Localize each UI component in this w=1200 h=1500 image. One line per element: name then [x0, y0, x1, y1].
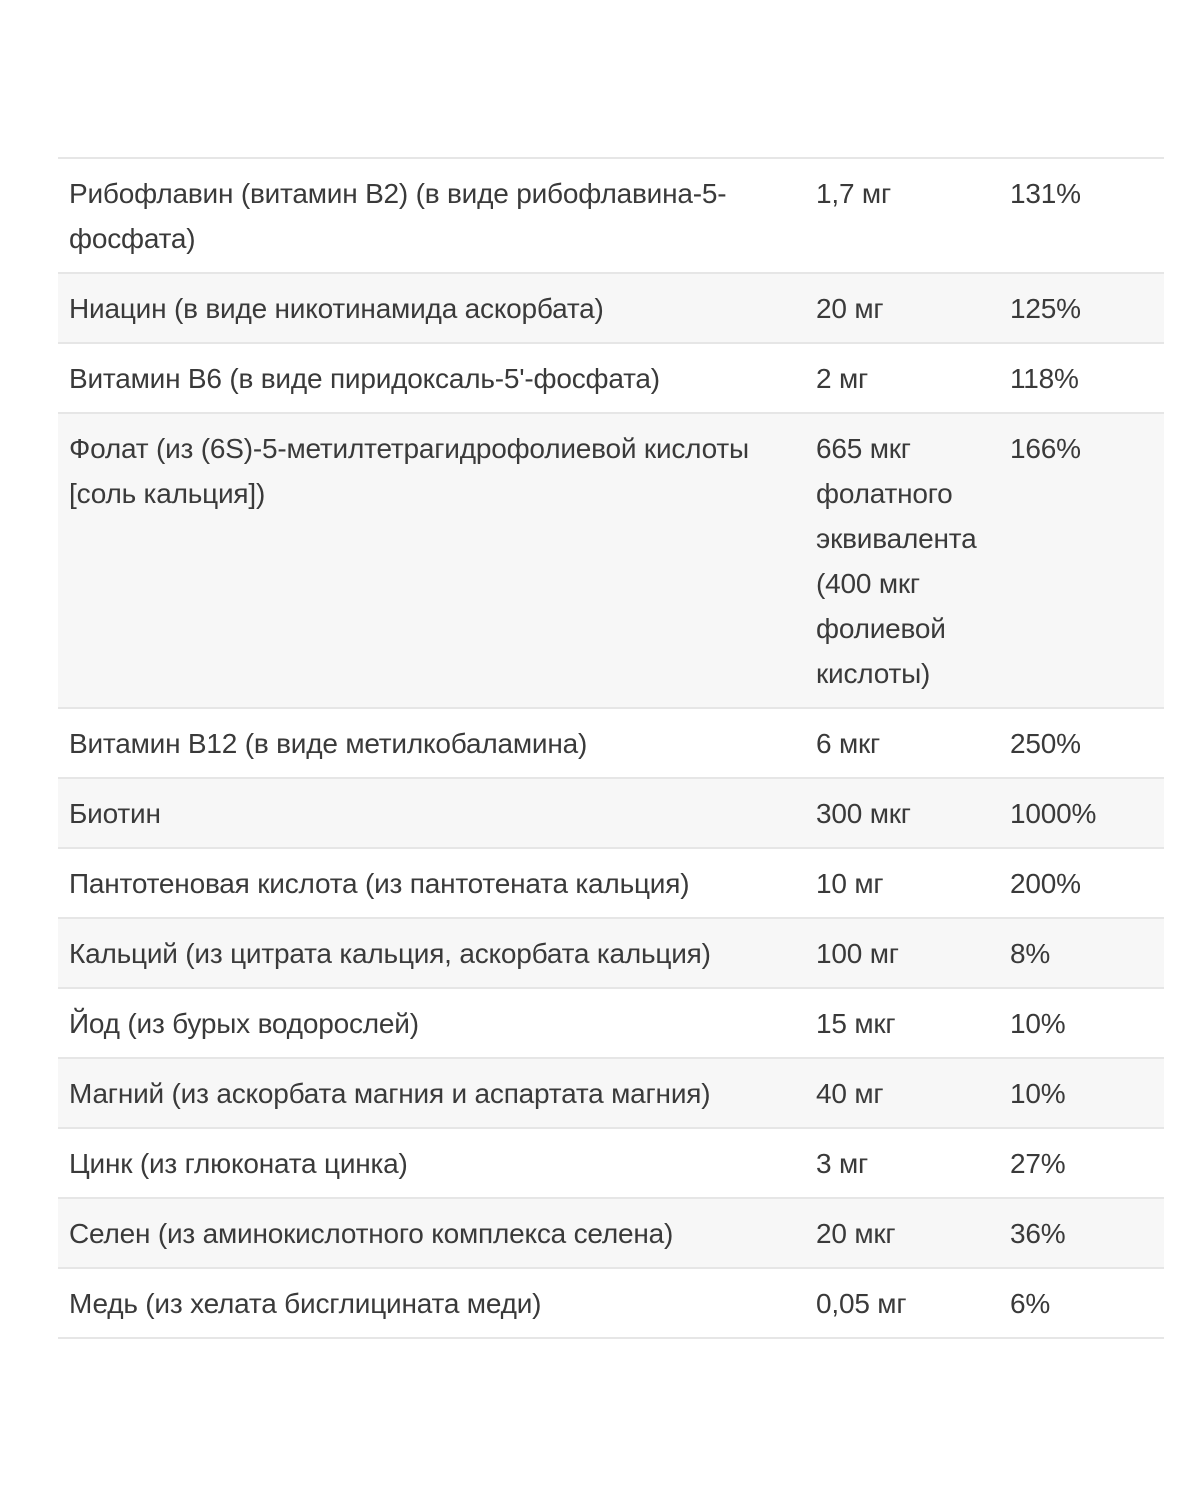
- nutrient-daily-value: 250%: [1010, 728, 1081, 759]
- nutrient-daily-value: 36%: [1010, 1218, 1066, 1249]
- nutrient-name: Витамин В6 (в виде пиридоксаль-5'-фосфата): [69, 363, 660, 394]
- nutrient-daily-value: 10%: [1010, 1078, 1066, 1109]
- table-row: [58, 919, 1164, 989]
- nutrient-amount: 1,7 мг: [816, 178, 891, 209]
- nutrient-name: Рибофлавин (витамин В2) (в виде рибофлавина-5-фосфата): [69, 178, 727, 254]
- table-row: [58, 1059, 1164, 1129]
- nutrient-name: Пантотеновая кислота (из пантотената кальция): [69, 868, 690, 899]
- table-row: [58, 159, 1164, 274]
- table-row: [58, 344, 1164, 414]
- nutrient-amount: 40 мг: [816, 1078, 884, 1109]
- nutrient-daily-value: 27%: [1010, 1148, 1066, 1179]
- nutrient-name: Фолат (из (6S)-5-метилтетрагидрофолиевой кислоты [соль кальция]): [69, 433, 749, 509]
- supplement-facts-table: [58, 157, 1164, 1339]
- nutrient-daily-value: 8%: [1010, 938, 1051, 969]
- nutrient-daily-value: 200%: [1010, 868, 1081, 899]
- nutrient-amount: 2 мг: [816, 363, 869, 394]
- nutrient-amount: 665 мкг фолатного эквивалента (400 мкг фолиевой кислоты): [816, 433, 977, 689]
- nutrient-amount: 0,05 мг: [816, 1288, 907, 1319]
- nutrient-amount: 100 мг: [816, 938, 899, 969]
- nutrient-daily-value: 1000%: [1010, 798, 1097, 829]
- nutrient-amount: 10 мг: [816, 868, 884, 899]
- table-row: [58, 989, 1164, 1059]
- nutrient-name: Биотин: [69, 798, 161, 829]
- nutrient-name: Ниацин (в виде никотинамида аскорбата): [69, 293, 604, 324]
- table-row: [58, 1269, 1164, 1339]
- table-row: [58, 709, 1164, 779]
- table-row: [58, 779, 1164, 849]
- nutrient-name: Йод (из бурых водорослей): [69, 1008, 419, 1039]
- nutrient-name: Медь (из хелата бисглицината меди): [69, 1288, 542, 1319]
- nutrient-daily-value: 6%: [1010, 1288, 1051, 1319]
- nutrient-daily-value: 10%: [1010, 1008, 1066, 1039]
- nutrient-name: Селен (из аминокислотного комплекса селена): [69, 1218, 674, 1249]
- nutrient-amount: 6 мкг: [816, 728, 881, 759]
- nutrient-amount: 20 мкг: [816, 1218, 896, 1249]
- nutrient-amount: 15 мкг: [816, 1008, 896, 1039]
- nutrient-name: Магний (из аскорбата магния и аспартата магния): [69, 1078, 711, 1109]
- nutrient-amount: 3 мг: [816, 1148, 869, 1179]
- nutrient-name: Кальций (из цитрата кальция, аскорбата кальция): [69, 938, 711, 969]
- nutrient-name: Витамин В12 (в виде метилкобаламина): [69, 728, 588, 759]
- table-row: [58, 414, 1164, 709]
- nutrient-daily-value: 118%: [1010, 363, 1079, 394]
- table-row: [58, 274, 1164, 344]
- table-row: [58, 1199, 1164, 1269]
- nutrient-amount: 300 мкг: [816, 798, 911, 829]
- nutrient-daily-value: 166%: [1010, 433, 1081, 464]
- nutrient-name: Цинк (из глюконата цинка): [69, 1148, 408, 1179]
- nutrient-daily-value: 131%: [1010, 178, 1081, 209]
- nutrient-amount: 20 мг: [816, 293, 884, 324]
- table-row: [58, 849, 1164, 919]
- table-row: [58, 1129, 1164, 1199]
- nutrient-daily-value: 125%: [1010, 293, 1081, 324]
